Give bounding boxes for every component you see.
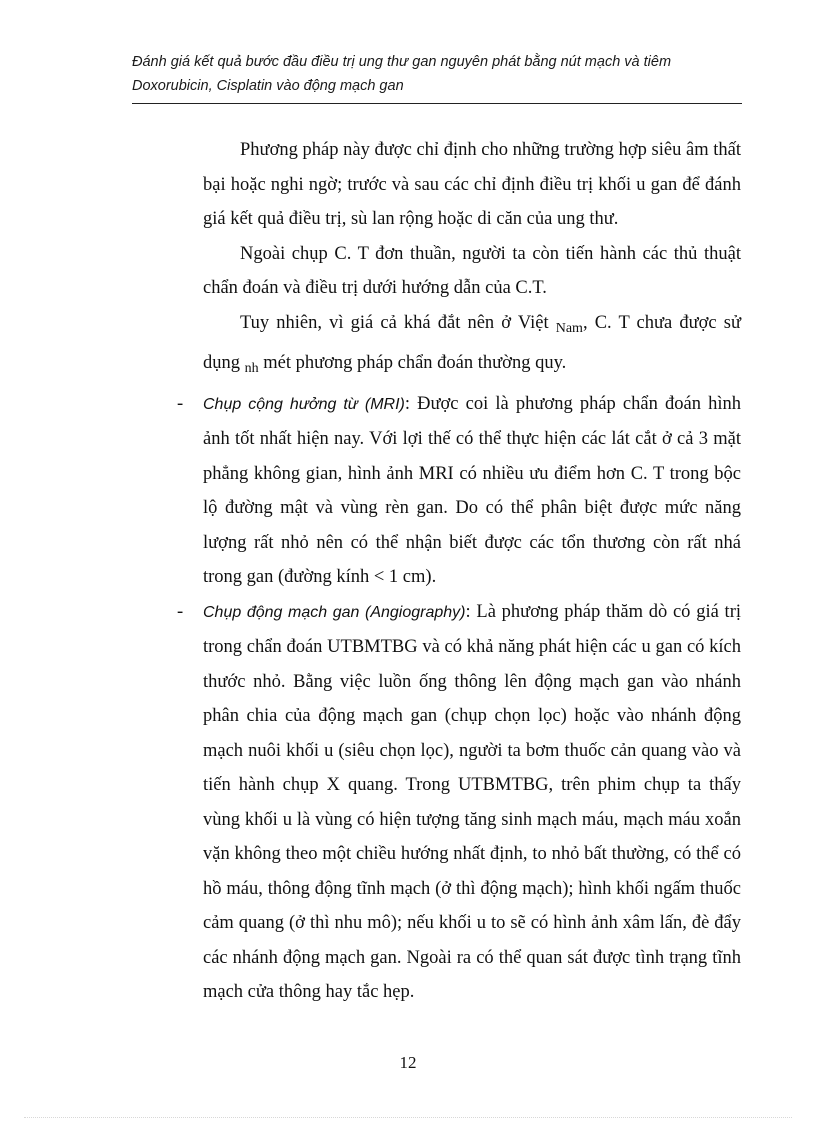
bullet-mri — [177, 387, 741, 595]
bullet-dash: - — [177, 393, 184, 414]
bullet-angiography — [177, 595, 741, 1010]
running-header — [132, 50, 742, 98]
paragraph-ct-procedures: Ngoài chụp C. T đơn thuần, người ta còn tiến hành các thủ thuật chẩn đoán và điều trị dưới hướng dẫn của C.T. — [203, 243, 741, 298]
header-line-1: Đánh giá kết quả bước đầu điều trị ung thư gan nguyên phát bằng nút mạch và tiêm — [132, 54, 672, 70]
paragraph-ct-cost-part-1: Tuy nhiên, vì giá cả khá đắt nên ở Việt — [240, 312, 556, 333]
header-divider — [132, 103, 742, 104]
bullet-text-angiography: : Là phương pháp thăm dò có giá trị trong chẩn đoán UTBMTBG và có khả năng phát hiện các u gan có kích thước nhỏ. Bằng việc luồn ống thông lên động mạch gan vào nhánh phân chia của động mạch gan (chụp chọn lọc) hoặc vào nhánh động mạch nuôi khối u (siêu chọn lọc), người ta bơm thuốc cản quang vào và tiến hành chụp X quang. Trong UTBMTBG, trên phim chụp ta thấy vùng khối u là vùng có hiện tượng tăng sinh mạch máu, mạch máu xoắn vặn không theo một chiều hướng nhất định, to nhỏ bất thường, có thể có hồ máu, thông động tĩnh mạch (ở thì động mạch); hình khối ngấm thuốc cảm quang (ở thì nhu mô); nếu khối u to sẽ có hình ảnh xâm lấn, đè đẩy các nhánh động mạch gan. Ngoài ra có thể quan sát được tình trạng tĩnh mạch cửa thông hay tắc hẹp. — [203, 601, 741, 1002]
paragraph-ct-cost-part-3: mét phương pháp chẩn đoán thường quy. — [258, 353, 567, 373]
bullet-dash: - — [177, 601, 184, 622]
bullet-term-angiography: Chụp động mạch gan (Angiography) — [203, 603, 466, 621]
paragraph-ct-cost — [203, 306, 741, 387]
header-line-2: Doxorubicin, Cisplatin vào động mạch gan — [132, 78, 404, 94]
paragraph-ct-cost-subscript-2: nh — [244, 361, 259, 376]
bullet-term-mri: Chụp cộng hưởng từ (MRI) — [203, 395, 405, 413]
body-text — [177, 133, 741, 1010]
page-number: 12 — [399, 1053, 417, 1072]
paragraph-ct-cost-part-2: , C. T chưa được sử dụng — [203, 312, 741, 373]
page-bottom-border — [24, 1117, 792, 1118]
paragraph-ct-cost-subscript-1: Nam — [555, 320, 583, 336]
bullet-text-mri: : Được coi là phương pháp chẩn đoán hình ảnh tốt nhất hiện nay. Với lợi thế có thể thực hiện các lát cắt ở cả 3 mặt phẳng không gian, hình ảnh MRI có nhiều ưu điểm hơn C. T trong bộc lộ đường mật và vùng rèn gan. Do có thể phân biệt được mức năng lượng rất nhỏ nên có thể nhận biết được các tổn thương còn rất nhá trong gan (đường kính < 1 cm). — [203, 393, 741, 587]
paragraph-ct-indications: Phương pháp này được chỉ định cho những trường hợp siêu âm thất bại hoặc nghi ngờ; trước và sau các chỉ định điều trị khối u gan để đánh giá kết quả điều trị, sù lan rộng hoặc di căn của ung thư. — [203, 140, 741, 229]
